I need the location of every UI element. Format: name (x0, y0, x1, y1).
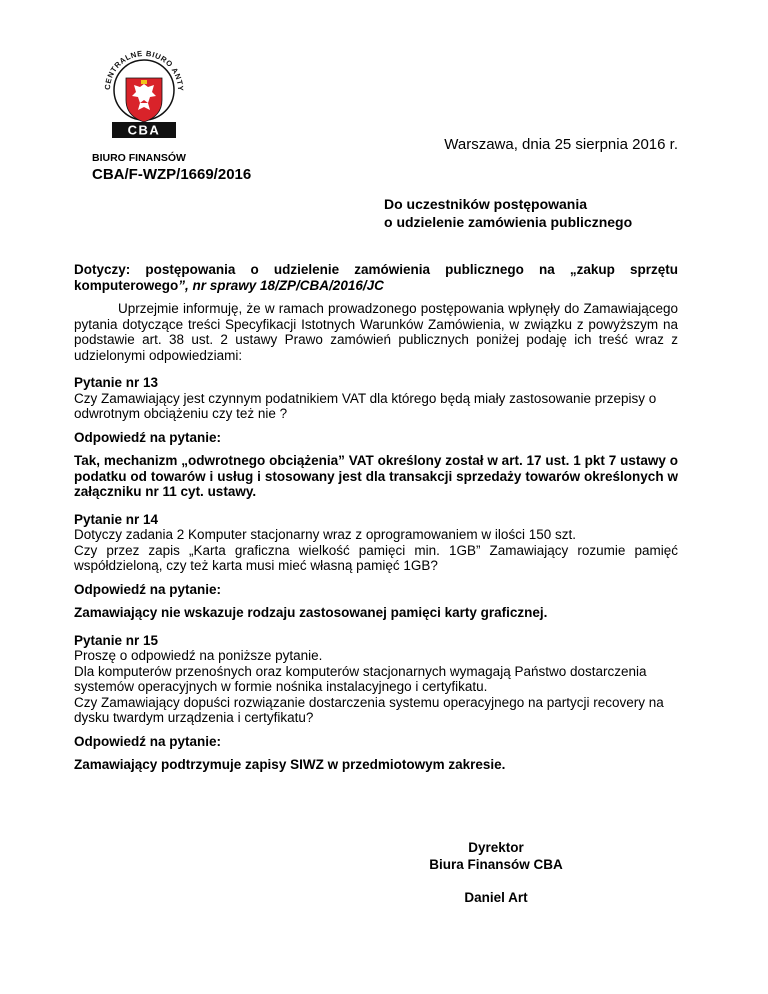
question-title: Pytanie nr 15 (74, 632, 159, 648)
cba-logo (96, 40, 192, 140)
cba-logo-graphic (96, 40, 192, 140)
answer-text: Tak, mechanizm „odwrotnego obciążenia” VAT określony został w art. 17 ust. 1 pkt 7 ustawy o podatku od towarów i usług i stosowany jest dla transakcji sprzedaży towarów określonych w załączniku nr 11 cyt. ustawy. (74, 453, 678, 499)
signature-block (404, 839, 588, 906)
addressee (384, 195, 632, 231)
department: BIURO FINANSÓW (92, 152, 186, 164)
question-text: Dotyczy zadania 2 Komputer stacjonarny wraz z oprogramowaniem w ilości 150 szt. (74, 527, 576, 542)
question-text: Proszę o odpowiedź na poniższe pytanie. (74, 648, 323, 663)
question-block (74, 633, 678, 773)
question-text: Czy Zamawiający jest czynnym podatnikiem VAT dla którego będą miały zastosowanie przepisy o odwrotnym obciążeniu czy też nie ? (74, 390, 657, 421)
signature-title: Dyrektor (468, 840, 524, 855)
question-title: Pytanie nr 14 (74, 511, 159, 527)
answer-text: Zamawiający podtrzymuje zapisy SIWZ w przedmiotowym zakresie. (74, 757, 506, 772)
answer-label: Odpowiedź na pytanie: (74, 429, 222, 445)
question-text: Dla komputerów przenośnych oraz komputerów stacjonarnych wymagają Państwo dostarczenia systemów operacyjnych w formie nośnika instalacyjnego i certyfikatu. (74, 663, 647, 694)
signature-name: Daniel Art (464, 890, 528, 905)
question-text: Czy Zamawiający dopuści rozwiązanie dostarczenia systemu operacyjnego na partycji recovery na dysku twardym urządzenia i certyfikatu? (74, 694, 664, 725)
date-line: Warszawa, dnia 25 sierpnia 2016 r. (444, 136, 678, 153)
letter-body (74, 262, 678, 773)
intro-paragraph: Uprzejmie informuję, że w ramach prowadzonego postępowania wpłynęły do Zamawiającego pytania dotyczące treści Specyfikacji Istotnych Warunków Zamówienia, w związku z powyższym na podstawie art. 38 ust. 2 ustawy Prawo zamówień publicznych poniżej podaję ich treść wraz z udzielonymi odpowiedziami: (74, 301, 678, 363)
addressee-line-2: o udzielenie zamówienia publicznego (384, 214, 633, 230)
logo-ring-text: CENTRALNE BIURO ANTY (102, 48, 186, 92)
reference-number: CBA/F-WZP/1669/2016 (92, 166, 252, 183)
subject-text: Dotyczy: postępowania o udzielenie zamówienia publicznego na „zakup sprzętu komputerowego (74, 262, 678, 293)
subject-case-number: ”, nr sprawy 18/ZP/CBA/2016/JC (178, 277, 384, 293)
subject (74, 262, 678, 293)
signature-unit: Biura Finansów CBA (429, 857, 563, 872)
answer-label: Odpowiedź na pytanie: (74, 733, 222, 749)
question-text: Czy przez zapis „Karta graficzna wielkość pamięci min. 1GB” Zamawiający rozumie pamięć współdzieloną, czy też karta musi mieć własną pamięć 1GB? (74, 542, 678, 573)
answer-label: Odpowiedź na pytanie: (74, 581, 222, 597)
cba-badge-text: CBA (127, 122, 161, 138)
answer-text: Zamawiający nie wskazuje rodzaju zastosowanej pamięci karty graficznej. (74, 605, 548, 620)
question-title: Pytanie nr 13 (74, 375, 159, 390)
question-block (74, 512, 678, 621)
question-block (74, 375, 678, 500)
addressee-line-1: Do uczestników postępowania (384, 196, 588, 212)
